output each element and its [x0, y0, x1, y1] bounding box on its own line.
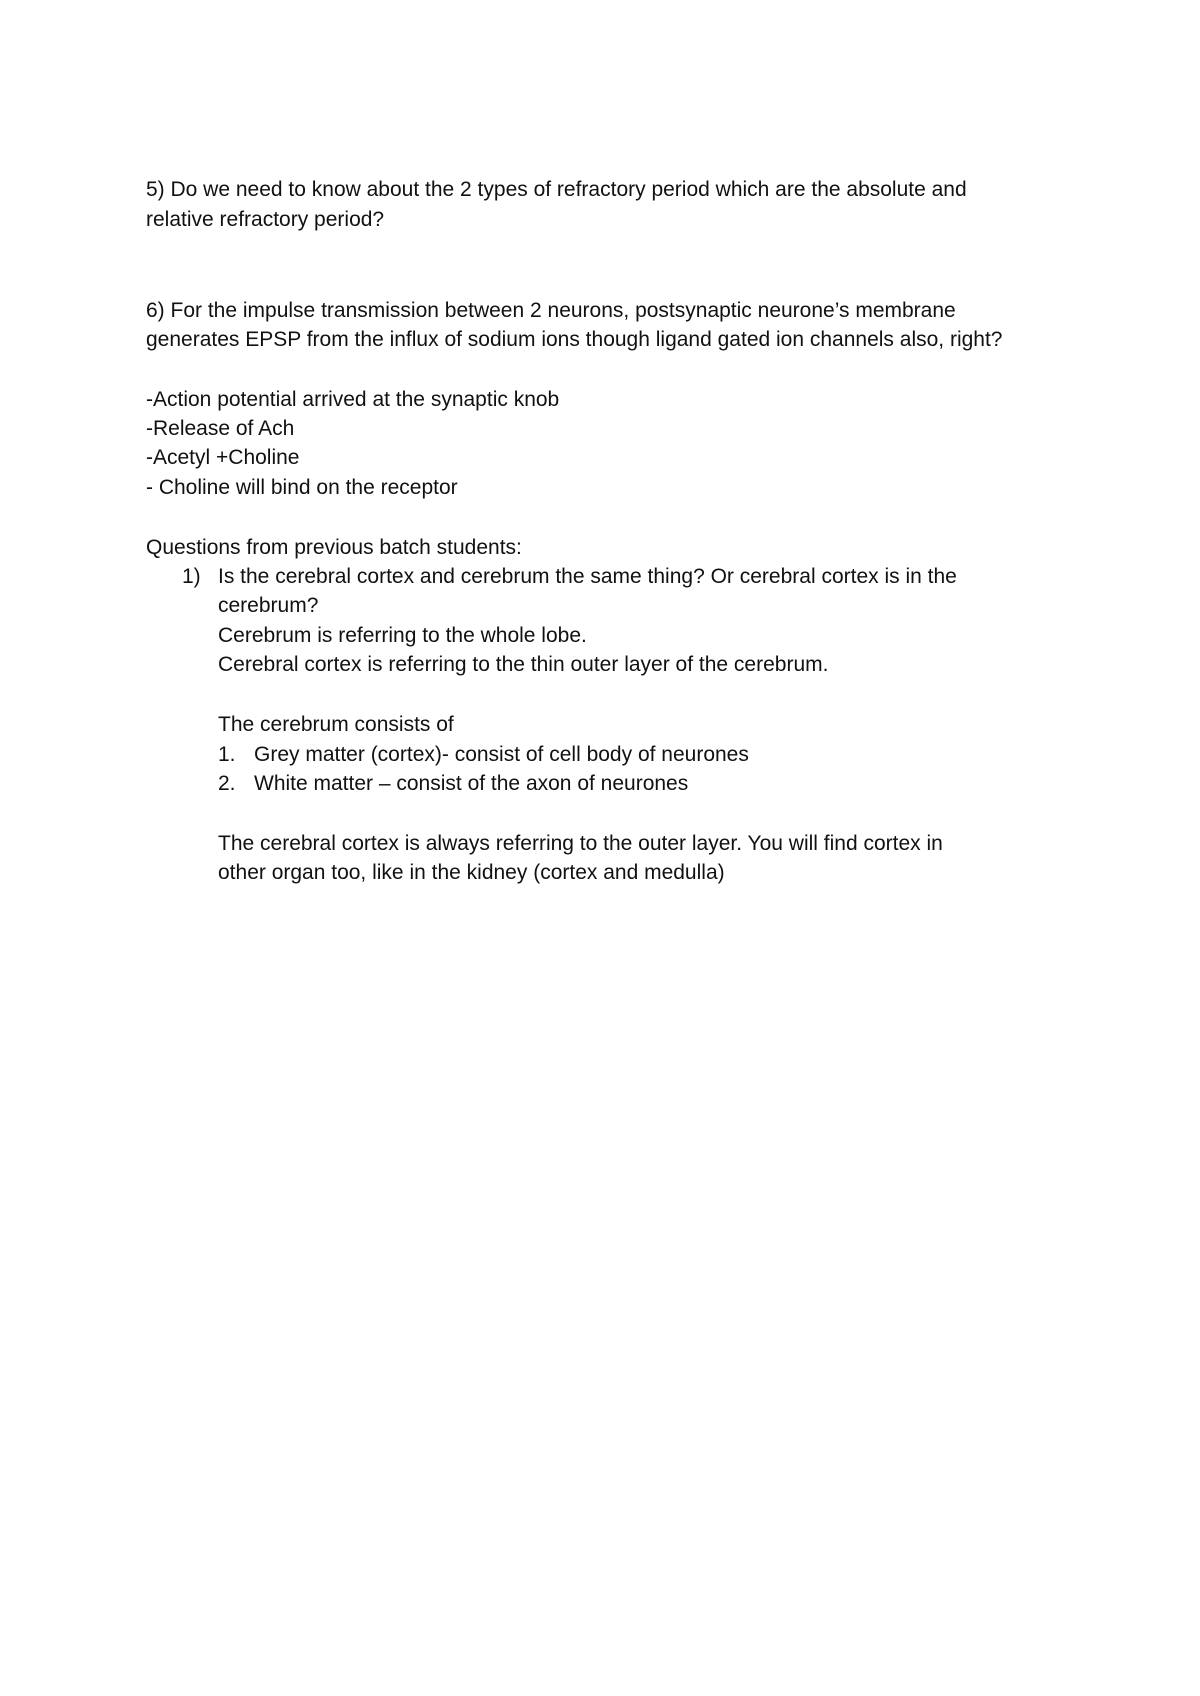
previous-question-line-2: cerebrum? — [218, 594, 319, 617]
white-matter-item: White matter – consist of the axon of neurones — [254, 772, 689, 795]
question-5-line-2: relative refractory period? — [146, 208, 385, 231]
question-5-line-1: 5) Do we need to know about the 2 types of refractory period which are the absolute and — [146, 178, 967, 201]
step-2: -Release of Ach — [146, 417, 295, 440]
question-6-line-1: 6) For the impulse transmission between 2 neurons, postsynaptic neurone’s membrane — [146, 299, 956, 322]
sub-list-number: 1. — [218, 743, 236, 766]
sub-list-number: 2. — [218, 772, 236, 795]
answer-line-2: Cerebral cortex is referring to the thin outer layer of the cerebrum. — [218, 653, 829, 676]
question-6-line-2: generates EPSP from the influx of sodium ions though ligand gated ion channels also, right? — [146, 328, 1003, 351]
step-4: - Choline will bind on the receptor — [146, 476, 458, 499]
cerebrum-consists-heading: The cerebrum consists of — [218, 713, 454, 736]
previous-question-line-1: Is the cerebral cortex and cerebrum the same thing? Or cerebral cortex is in the — [218, 565, 957, 588]
list-item-number: 1) — [182, 565, 201, 588]
step-1: -Action potential arrived at the synaptic knob — [146, 388, 560, 411]
step-3: -Acetyl +Choline — [146, 446, 300, 469]
closing-line-1: The cerebral cortex is always referring to the outer layer. You will find cortex in — [218, 832, 943, 855]
previous-batch-heading: Questions from previous batch students: — [146, 536, 522, 559]
closing-line-2: other organ too, like in the kidney (cortex and medulla) — [218, 861, 725, 884]
answer-line-1: Cerebrum is referring to the whole lobe. — [218, 624, 587, 647]
grey-matter-item: Grey matter (cortex)- consist of cell body of neurones — [254, 743, 749, 766]
